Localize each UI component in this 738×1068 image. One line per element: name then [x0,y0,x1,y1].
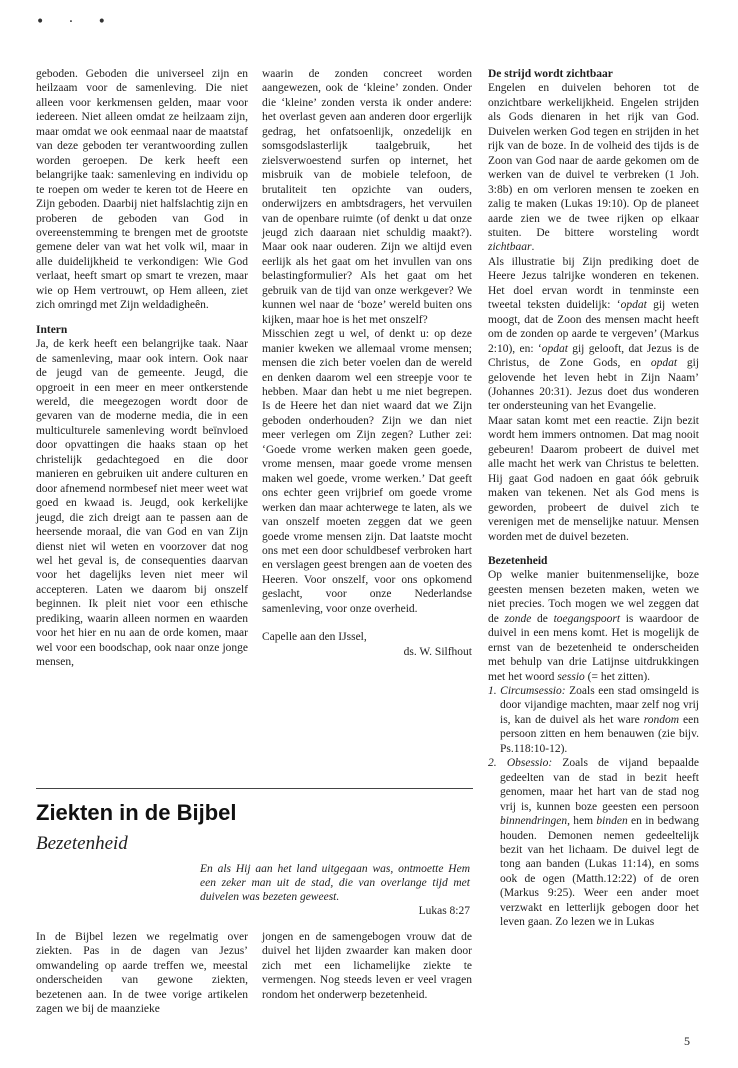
paragraph: jongen en de samengebogen vrouw dat de duivel het lijden zwaarder kan maken door zich met een lichamelijke ziekte te vermengen. Nog steeds leven er veel vragen rondom het onderwerp bezetenheid. [262,931,472,1001]
paragraph: Als illustratie bij Zijn prediking doet de Heere Jezus talrijke wonderen en tekenen. Het doel ervan wordt in tenminste een tweetal teksten duidelijk: ‘opdat gij weten moogt, dat de Zoon des mensen macht heeft om de zonden op aarde te vergeven’ (Markus 2:10), en: ‘opdat gij gelooft, dat Jezus is de Christus, de Zone Gods, en opdat gij gelovende het leven hebt in Zijn Naam’ (Johannes 20:31). Jezus doet dus wonderen ter ondersteuning van het Evangelie. [488,255,700,413]
article-title: Ziekten in de Bijbel [36,800,237,825]
sessio-list [488,684,699,930]
section-heading-strijd: De strijd wordt zichtbaar [488,68,613,80]
paragraph: In de Bijbel lezen we regelmatig over ziekten. Pas in de dagen van Jezus’ omwandeling op aarde treffen we, meestal onderscheiden van gewone ziekten, bezetenen aan. In de twee vorige artikelen zagen we bij de maanzieke [36,931,248,1016]
paragraph: waarin de zonden concreet worden aangewezen, ook de ‘kleine’ zonden. Onder die ‘kleine’ zonden versta ik onder andere: het overlast geven aan anderen door ergerlijk gedrag, het onfatsoenlijk, onzedelijk en somsgodslasterlijk taalgebruik, het zielsverwoestend surfen op internet, het misbruik van de mobiele telefoon, de brutaliteit ten opzichte van ouders, onderwijzers en ambtsdragers, het vervuilen van de openbare ruimte (of denkt u dat onze jeugd zich daaraan niet schuldig maakt?). Maar ook naar ouderen. Zijn we altijd even eerlijk als het gaat om het invullen van ons belastingformulier? Als het gaat om het gebruik van de tijd van onze werkgever? We kunnen wel naar de ‘boze’ wereld buiten ons kijken, maar hoe is het met onszelf? [262,68,472,326]
section-divider [36,788,473,789]
article-column-2 [262,930,472,1002]
page-number: 5 [684,1034,690,1048]
paragraph: Ja, de kerk heeft een belangrijke taak. Naar de samenleving, maar ook intern. Ook naar de jeugd van de gemeente. Jeugd, die opgroeit in een meer en meer ontkerstende wereld, die meegezogen wordt door de gevaren van de moderne media, die in een multiculturele samenleving wordt beïnvloed door opvattingen die haaks staan op het christelijk gedachtegoed en die door manieren en gebruiken uit andere culturen en door afnemend normbesef niet meer weet wat goed en kwaad is. Jeugd, ook kerkelijke jeugd, die zich dreigt aan te passen aan de heersende moraal, die van God en van Zijn dienst niet wil weten en voorzover dat nog wel het geval is, de consequenties daarvan voor het dagelijks leven niet meer wil accepteren. Laten we daarom bij onszelf beginnen. Ik pleit niet voor een ethische prediking, waarin alleen normen en waarden voor het hier en nu aan de orde komen, maar wel voor een boodschap, ook naar onze jonge mensen, [36,338,248,669]
paragraph: Engelen en duivelen behoren tot de onzichtbare werkelijkheid. Engelen strijden als Gods dienaren in het rijk van God. Duivelen werken God tegen en strijden in het rijk van de boze. In de volheid des tijds is de Zoon van God naar de aarde gekomen om de werken van de duivel te verbreken (1 Joh. 3:8b) en om verloren mensen te zoeken en zalig te maken (Lukas 19:10). Op de planeet aarde zien we de twee rijken op elkaar stuiten. De bittere worsteling wordt zichtbaar. [488,82,699,254]
scripture-quote: En als Hij aan het land uitgegaan was, ontmoette Hem een zeker man uit de stad, die van overlange tijd met duivelen was bezeten geweest. [200,863,470,904]
list-item: 2. Obsessio: Zoals de vijand bepaalde gedeelten van de stad in bezit heeft genomen, maar het hart van de stad nog vrij is, kunnen boze geesten een persoon binnendringen, hem binden en in bedwang houden. Demonen nemen gedeeltelijk bezit van het lichaam. De duivel legt de tong aan banden (Lukas 11:14), en soms ook de ogen (Matth.12:22) of de oren (Markus 9:25). Weer een ander moet verzwakt en letterlijk gebogen door het leven gaan. Zo lezen we in Lukas [488,757,699,929]
section-heading-bezetenheid: Bezetenheid [488,554,548,567]
article-subtitle: Bezetenheid [36,833,128,854]
column-1 [36,67,248,670]
header-marks: • · • [36,14,116,30]
scripture-reference: Lukas 8:27 [418,905,470,917]
paragraph: Misschien zegt u wel, of denkt u: op deze manier kweken we allemaal vrome mensen; mensen die zich beter voelen dan de wereld en denken daarom wel een streepje voor te hebben. Maar dan hebt u me niet begrepen. Is de Heere het dan niet waard dat we Zijn geboden onderhouden? Zijn we dan niet meer verlegen om Zijn zegen? Luther zei: ‘Goede vrome werken maken geen goede, vrome mensen, maar goede vrome mensen maken wel goede, vrome werken.’ Dat geeft ons echter geen vrijbrief om goede vrome werken dan maar achterwege te laten, als we van onszelf moeten zeggen dat we geen goede vrome mensen zijn. Dat laatste mocht ons met een door schuldbesef verbroken hart en verslagen geest brengen aan de voeten des Heeren. Voor onszelf, voor ons opkomend geslacht, voor onze Nederlandse samenleving, voor onze overheid. [262,328,472,615]
paragraph: geboden. Geboden die universeel zijn en heilzaam voor de samenleving. Die niet alleen voor kerkmensen gelden, maar voor iedereen. Niet alleen omdat ze heilzaam zijn, maar omdat we ook eenmaal naar de maatstaf van deze geboden ter verantwoording zullen worden geroepen. De kerk heeft een belangrijke taak: samenleving en individu op te roepen om weder te keren tot de Heere en Zijn geboden. Daarbij niet halfslachtig zijn en proberen de geboden van God in overeenstemming te brengen met de grootste gemene deler van wat het volk wil, maar in alle duidelijkheid te verkondigen: Wie God verlaat, heeft smart op smart te vrezen, maar wie op Hem vertrouwt, op Hem alleen, ziet zich omringd met Zijn weldadigheên. [36,68,248,312]
signature-block [262,630,472,659]
paragraph: Maar satan komt met een reactie. Zijn bezit wordt hem immers ontnomen. Dat mag nooit gebeuren! Daarom probeert de duivel met alle macht het werk van Christus te beletten. Hij gaat God nadoen en gaat óók gebruik maken van tekenen. Net als God mens is geworden, probeert de duivel zich te verenigen met de menselijke natuur. Mensen worden met de duivel bezeten. [488,414,699,543]
signature-author: ds. W. Silfhout [403,645,472,658]
column-3 [488,67,699,930]
paragraph: Op welke manier buitenmenselijke, boze geesten mensen bezeten maken, weten we niet precies. Toch mogen we wel zeggen dat de zonde de toegangspoort is waardoor de duivel in een mens komt. Het is mogelijk de ernst van de bezetenheid te onderscheiden met behulp van drie Latijnse uitdrukkingen met het woord sessio (= het zitten). [488,569,699,683]
article-column-1 [36,930,248,1017]
list-item: 1. Circumsessio: Zoals een stad omsingeld is door vijandige machten, maar zelf nog vrij is, kan de duivel als het ware rondom een persoon zitten en hem benauwen (zie bijv. Ps.118:10-12). [488,685,699,755]
section-heading-intern: Intern [36,323,68,336]
column-2 [262,67,472,659]
signature-place: Capelle aan den IJssel, [262,631,367,644]
